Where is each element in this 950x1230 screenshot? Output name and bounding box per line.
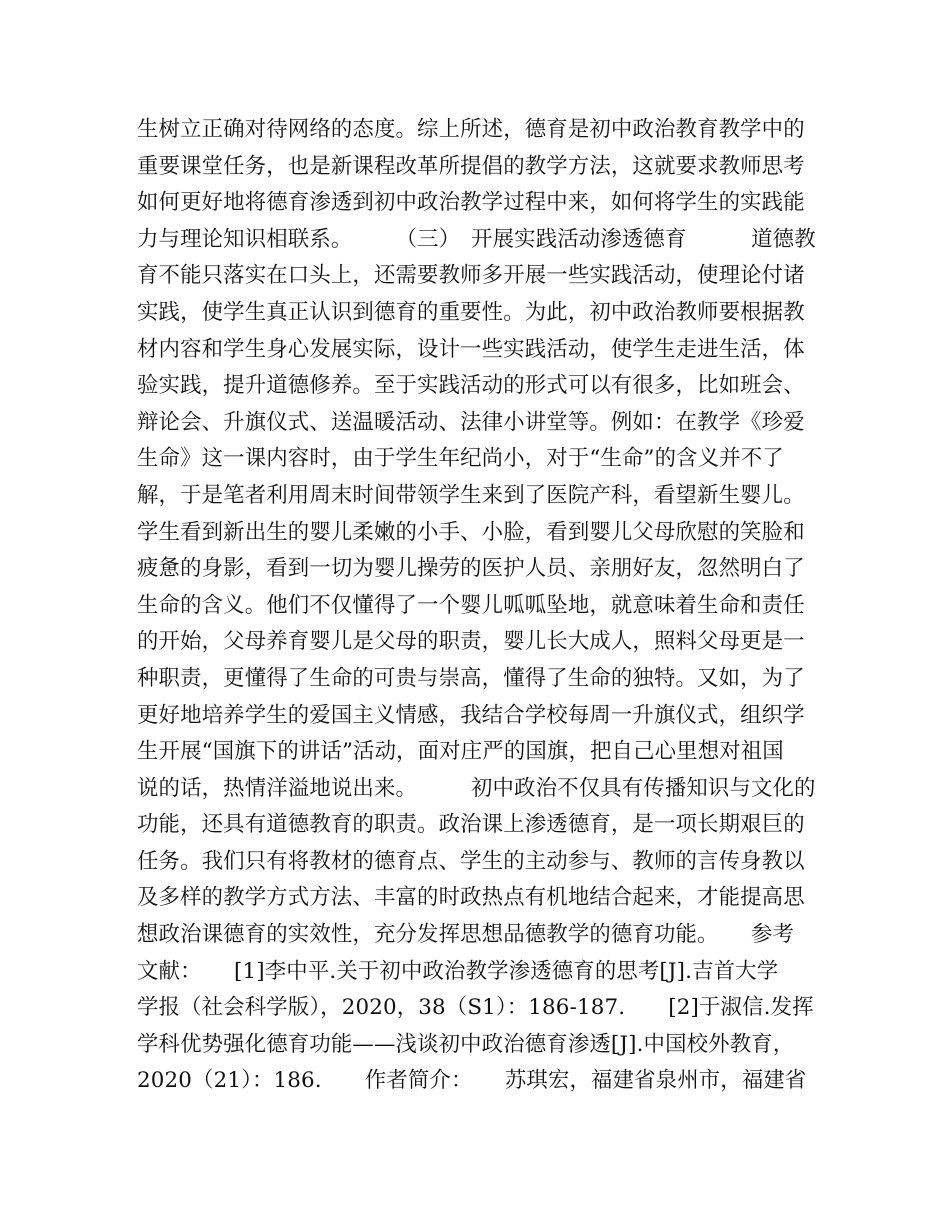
text-line: 学报（社会科学版），2020，38（S1）：186-187. [2]于淑信.发挥: [137, 995, 814, 1021]
text-line: 功能，还具有道德教育的职责。政治课上渗透德育，是一项长期艰巨的: [137, 812, 805, 838]
text-line: 重要课堂任务，也是新课程改革所提倡的教学方法，这就要求教师思考: [137, 153, 805, 179]
text-line: 验实践，提升道德修养。至于实践活动的形式可以有很多，比如班会、: [137, 373, 805, 399]
text-line: 生开展“国旗下的讲话”活动，面对庄严的国旗，把自己心里想对祖国: [137, 739, 784, 765]
text-line: 育不能只落实在口头上，还需要教师多开展一些实践活动，使理论付诸: [137, 263, 805, 289]
text-line: 更好地培养学生的爱国主义情感，我结合学校每周一升旗仪式，组织学: [137, 702, 805, 728]
text-line: 疲惫的身影，看到一切为婴儿操劳的医护人员、亲朋好友，忽然明白了: [137, 556, 805, 582]
body-text: [137, 112, 827, 1100]
text-line: 材内容和学生身心发展实际，设计一些实践活动，使学生走进生活，体: [137, 336, 805, 362]
text-line: 如何更好地将德育渗透到初中政治教学过程中来，如何将学生的实践能: [137, 190, 805, 216]
text-line: 力与理论知识相联系。 （三） 开展实践活动渗透德育 道德教: [137, 226, 816, 252]
text-line: 想政治课德育的实效性，充分发挥思想品德教学的德育功能。 参考: [137, 922, 795, 948]
text-line: 学科优势强化德育功能——浅谈初中政治德育渗透[J].中国校外教育，: [137, 1031, 795, 1057]
text-line: 实践，使学生真正认识到德育的重要性。为此，初中政治教师要根据教: [137, 299, 805, 325]
text-line: 学生看到新出生的婴儿柔嫩的小手、小脸，看到婴儿父母欣慰的笑脸和: [137, 519, 805, 545]
text-line: 文献： [1]李中平.关于初中政治教学渗透德育的思考[J].吉首大学: [137, 958, 779, 984]
text-line: 种职责，更懂得了生命的可贵与崇高，懂得了生命的独特。又如，为了: [137, 665, 805, 691]
text-line: 说的话，热情洋溢地说出来。 初中政治不仅具有传播知识与文化的: [137, 775, 816, 801]
text-line: 解，于是笔者利用周末时间带领学生来到了医院产科，看望新生婴儿。: [137, 482, 805, 508]
text-line: 任务。我们只有将教材的德育点、学生的主动参与、教师的言传身教以: [137, 848, 805, 874]
text-line: 的开始，父母养育婴儿是父母的职责，婴儿长大成人，照料父母更是一: [137, 629, 805, 655]
text-line: 辩论会、升旗仪式、送温暖活动、法律小讲堂等。例如：在教学《珍爱: [137, 409, 805, 435]
text-line: 生命的含义。他们不仅懂得了一个婴儿呱呱坠地，就意味着生命和责任: [137, 592, 805, 618]
text-line: 生命》这一课内容时，由于学生年纪尚小，对于“生命”的含义并不了: [137, 446, 784, 472]
text-line: 及多样的教学方式方法、丰富的时政热点有机地结合起来，才能提高思: [137, 885, 805, 911]
text-line: 生树立正确对待网络的态度。综上所述，德育是初中政治教育教学中的: [137, 117, 805, 142]
text-line: 2020（21）：186. 作者简介： 苏琪宏，福建省泉州市，福建省: [137, 1068, 807, 1094]
